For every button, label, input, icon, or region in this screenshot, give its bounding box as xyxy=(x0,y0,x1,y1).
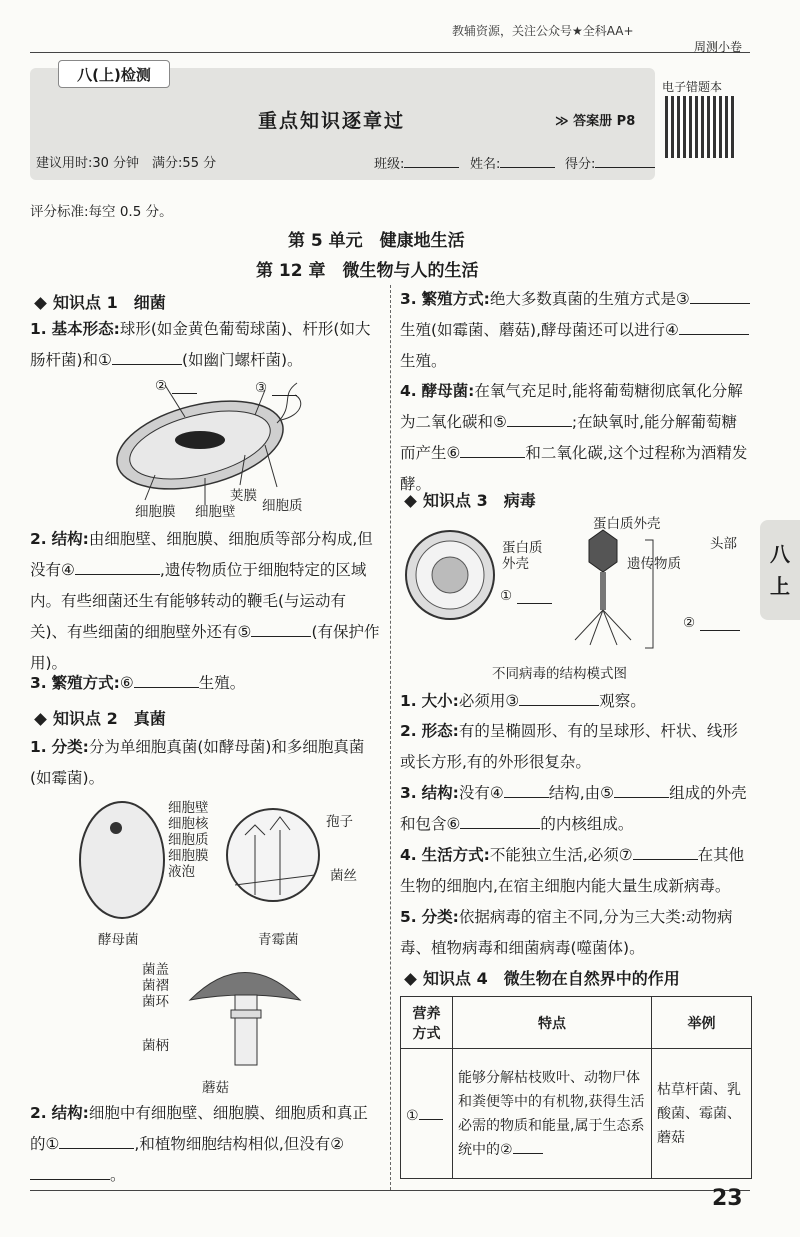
mushroom-label: 菌褶 xyxy=(142,978,169,994)
answer-blank[interactable] xyxy=(519,690,599,706)
side-tab-char: 上 xyxy=(770,574,790,598)
grade-side-tab xyxy=(760,520,800,620)
item-number: 3. xyxy=(30,674,47,692)
item-tail: 生殖。 xyxy=(400,352,447,370)
kp2-title: 知识点 2 真菌 xyxy=(53,709,166,728)
cell-text: 能够分解枯枝败叶、动物尸体和粪便等中的有机物,获得生活必需的物质和能量,属于生态系统中的② xyxy=(458,1069,645,1158)
item-tail: 在其他生物的细胞内,在宿主细胞内能大量生成新病毒。 xyxy=(400,846,745,895)
virus-diagram xyxy=(405,520,750,660)
yeast-labels xyxy=(168,800,209,880)
answer-blank[interactable] xyxy=(251,621,311,637)
answer-blank[interactable] xyxy=(633,844,698,860)
answer-blank[interactable] xyxy=(517,588,552,604)
item-tail: 。 xyxy=(110,1166,126,1184)
item-tail: 的内核组成。 xyxy=(540,815,634,833)
item-number: 1. xyxy=(400,692,417,710)
item-tail: 生殖。 xyxy=(198,674,246,692)
virus-label-1: ① xyxy=(500,588,513,604)
yeast-caption: 酵母菌 xyxy=(98,932,139,948)
promo-text: 教辅资源，关注公众号★全科AA+ xyxy=(452,24,634,38)
answer-blank[interactable] xyxy=(272,380,297,396)
test-tag: 八(上)检测 xyxy=(58,60,170,88)
item-number: 2. xyxy=(30,530,47,548)
item-text: 没有④ xyxy=(458,784,504,802)
item-lead: 结构: xyxy=(421,784,459,802)
diamond-icon xyxy=(404,973,417,986)
item-number: 4. xyxy=(400,846,417,864)
table-row xyxy=(401,1049,752,1179)
item-tail: 观察。 xyxy=(599,692,646,710)
bacteria-label-3: ③ xyxy=(255,380,268,396)
page-number: 23 xyxy=(712,1186,743,1211)
role-table xyxy=(400,996,752,1179)
item-lead: 形态: xyxy=(421,722,459,740)
kp2-item-1 xyxy=(30,732,382,794)
item-number: 4. xyxy=(400,382,417,400)
side-tab-char: 八 xyxy=(770,542,790,566)
kp3-item-2 xyxy=(400,716,752,778)
kp2-item-3 xyxy=(400,284,752,377)
answer-blank[interactable] xyxy=(112,349,182,365)
kp2-item-4 xyxy=(400,376,752,500)
kp4-heading xyxy=(406,966,680,989)
virus-caption: 不同病毒的结构模式图 xyxy=(492,666,627,682)
item-lead: 结构: xyxy=(51,530,89,548)
kp3-item-3 xyxy=(400,778,752,840)
table-header-cell: 举例 xyxy=(652,997,752,1049)
answer-blank[interactable] xyxy=(172,378,197,394)
item-lead: 繁殖方式: xyxy=(51,674,120,692)
answer-blank[interactable] xyxy=(507,411,572,427)
mushroom-stalk-label: 菌柄 xyxy=(142,1038,169,1054)
item-lead: 繁殖方式: xyxy=(421,290,490,308)
kp1-item-1 xyxy=(30,314,380,376)
qr-code-icon[interactable] xyxy=(665,96,735,158)
item-tail: ;在缺氧时,能分解葡萄糖而产生⑥ xyxy=(400,413,738,462)
item-text: 由细胞壁、细胞膜、细胞质等部分构成,但没有④ xyxy=(30,530,373,579)
table-cell-example: 枯草杆菌、乳酸菌、霉菌、蘑菇 xyxy=(652,1049,752,1179)
answer-blank[interactable] xyxy=(679,319,749,335)
item-lead: 分类: xyxy=(421,908,459,926)
yeast-label: 细胞核 xyxy=(168,816,209,832)
label-genetic-material: 遗传物质 xyxy=(627,556,681,572)
answer-blank[interactable] xyxy=(614,782,669,798)
nucleoid-shape xyxy=(175,431,225,449)
item-number: 3. xyxy=(400,290,417,308)
table-cell-feature xyxy=(453,1049,652,1179)
item-text: 分为单细胞真菌(如酵母菌)和多细胞真菌(如霉菌)。 xyxy=(30,738,365,787)
item-tail: 生殖(如霉菌、蘑菇),酵母菌还可以进行④ xyxy=(400,321,679,339)
chapter-title: 第 12 章 微生物与人的生活 xyxy=(256,261,479,281)
label-protein-shell: 蛋白质外壳 xyxy=(593,516,661,532)
answer-blank[interactable] xyxy=(134,672,199,688)
answer-blank[interactable] xyxy=(419,1104,443,1120)
item-text: 不能独立生活,必须⑦ xyxy=(489,846,633,864)
mold-caption: 青霉菌 xyxy=(258,932,299,948)
diamond-icon xyxy=(404,495,417,508)
item-tail: (如幽门螺杆菌)。 xyxy=(181,351,303,369)
table-header-cell: 特点 xyxy=(453,997,652,1049)
yeast-label: 液泡 xyxy=(168,864,195,880)
item-number: 1. xyxy=(30,320,47,338)
table-header-cell: 营养方式 xyxy=(401,997,453,1049)
kp4-title: 知识点 4 微生物在自然界中的作用 xyxy=(423,969,680,988)
answer-blank[interactable] xyxy=(513,1138,543,1154)
series-label: 周测小卷 xyxy=(694,40,743,54)
score-label: 得分: xyxy=(565,157,596,172)
item-number: 3. xyxy=(400,784,417,802)
bacteria-label-2: ② xyxy=(155,378,168,394)
diamond-icon xyxy=(34,297,47,310)
yeast-label: 细胞质 xyxy=(168,832,209,848)
item-lead: 酵母菌: xyxy=(421,382,475,400)
table-cell-mode xyxy=(401,1049,453,1179)
answer-blank[interactable] xyxy=(30,1164,110,1180)
mushroom-caption: 蘑菇 xyxy=(202,1080,229,1096)
name-label: 姓名: xyxy=(470,157,501,172)
item-text: 球形(如金黄色葡萄球菌)、杆形(如大肠杆菌)和① xyxy=(30,320,371,369)
mushroom-diagram xyxy=(185,955,305,1070)
virus-label-2: ② xyxy=(683,615,696,631)
item-lead: 结构: xyxy=(51,1104,89,1122)
item-number: 1. xyxy=(30,738,47,756)
item-text: 依据病毒的宿主不同,分为三大类:动物病毒、植物病毒和细菌病毒(噬菌体)。 xyxy=(400,908,733,957)
virus-label-left xyxy=(502,540,543,572)
answer-blank[interactable] xyxy=(504,782,549,798)
item-text: 在氧气充足时,能将葡萄糖彻底氧化分解为二氧化碳和⑤ xyxy=(400,382,743,431)
diamond-icon xyxy=(34,713,47,726)
kp1-heading xyxy=(36,290,166,313)
label-spore: 孢子 xyxy=(326,814,353,830)
mushroom-label: 菌盖 xyxy=(142,962,169,978)
item-tail: ,和植物细胞结构相似,但没有② xyxy=(134,1135,345,1153)
unit-title: 第 5 单元 健康地生活 xyxy=(288,231,465,251)
kp1-title: 知识点 1 细菌 xyxy=(53,293,166,312)
yeast-label: 细胞膜 xyxy=(168,848,209,864)
item-text: ⑥ xyxy=(119,674,134,692)
item-tail: (有保护作用)。 xyxy=(30,623,380,672)
class-field[interactable] xyxy=(374,152,459,172)
kp3-item-1 xyxy=(400,686,752,717)
item-number: 2. xyxy=(400,722,417,740)
item-lead: 生活方式: xyxy=(421,846,490,864)
item-number: 2. xyxy=(30,1104,47,1122)
kp3-item-4 xyxy=(400,840,752,902)
label-cytoplasm: 细胞质 xyxy=(262,498,303,514)
kp2-heading xyxy=(36,706,166,729)
label-head: 头部 xyxy=(710,536,737,552)
answer-blank[interactable] xyxy=(700,615,740,631)
item-tail: 和二氧化碳,这个过程称为酒精发酵。 xyxy=(400,444,748,493)
time-score-info: 建议用时:30 分钟 满分:55 分 xyxy=(36,156,217,171)
answer-blank[interactable] xyxy=(75,559,160,575)
kp3-heading xyxy=(406,488,536,511)
item-text: 有的呈椭圆形、有的呈球形、杆状、线形或长方形,有的外形很复杂。 xyxy=(400,722,738,771)
name-field[interactable] xyxy=(470,152,555,172)
label-hypha: 菌丝 xyxy=(330,868,357,884)
mushroom-labels xyxy=(142,962,169,1010)
table-header-row xyxy=(401,997,752,1049)
kp2-item-2 xyxy=(30,1098,382,1191)
item-tail: 组成的外壳和包含⑥ xyxy=(400,784,747,833)
item-tail: ,遗传物质位于细胞特定的区域内。有些细菌还生有能够转动的鞭毛(与运动有关)、有些细菌的细胞壁外还有⑤ xyxy=(30,561,367,641)
class-label: 班级: xyxy=(374,157,405,172)
yeast-label: 细胞壁 xyxy=(168,800,209,816)
item-text: 必须用③ xyxy=(458,692,520,710)
item-lead: 大小: xyxy=(421,692,459,710)
answer-blank[interactable] xyxy=(460,442,525,458)
label-capsule: 荚膜 xyxy=(230,488,257,504)
score-field[interactable] xyxy=(565,152,655,172)
mushroom-label: 菌环 xyxy=(142,994,169,1010)
bottom-rule xyxy=(30,1190,750,1191)
virus-label: 蛋白质 xyxy=(502,540,543,556)
item-number: 5. xyxy=(400,908,417,926)
scoring-note: 评分标准:每空 0.5 分。 xyxy=(30,204,173,220)
kp1-item-2 xyxy=(30,524,382,679)
answer-blank[interactable] xyxy=(690,288,750,304)
qr-label: 电子错题本 xyxy=(662,80,723,94)
item-tail: 结构,由⑤ xyxy=(548,784,615,802)
page-title: 重点知识逐章过 xyxy=(258,110,406,132)
answer-blank[interactable] xyxy=(59,1133,134,1149)
label-cell-wall: 细胞壁 xyxy=(195,504,236,520)
kp1-item-3 xyxy=(30,668,382,699)
top-rule xyxy=(30,52,750,53)
item-lead: 分类: xyxy=(51,738,89,756)
answer-blank[interactable] xyxy=(460,813,540,829)
kp3-item-5 xyxy=(400,902,752,964)
kp3-title: 知识点 3 病毒 xyxy=(423,491,536,510)
label-cell-membrane: 细胞膜 xyxy=(135,504,176,520)
item-lead: 基本形态: xyxy=(51,320,120,338)
yeast-diagram xyxy=(72,798,172,923)
item-text: 绝大多数真菌的生殖方式是③ xyxy=(489,290,690,308)
virus-label: 外壳 xyxy=(502,556,529,572)
answer-ref: ≫ 答案册 P8 xyxy=(555,114,636,129)
column-divider xyxy=(390,285,391,1190)
cell-text: ① xyxy=(406,1107,419,1124)
item-text: 细胞中有细胞壁、细胞膜、细胞质和真正的① xyxy=(30,1104,368,1153)
